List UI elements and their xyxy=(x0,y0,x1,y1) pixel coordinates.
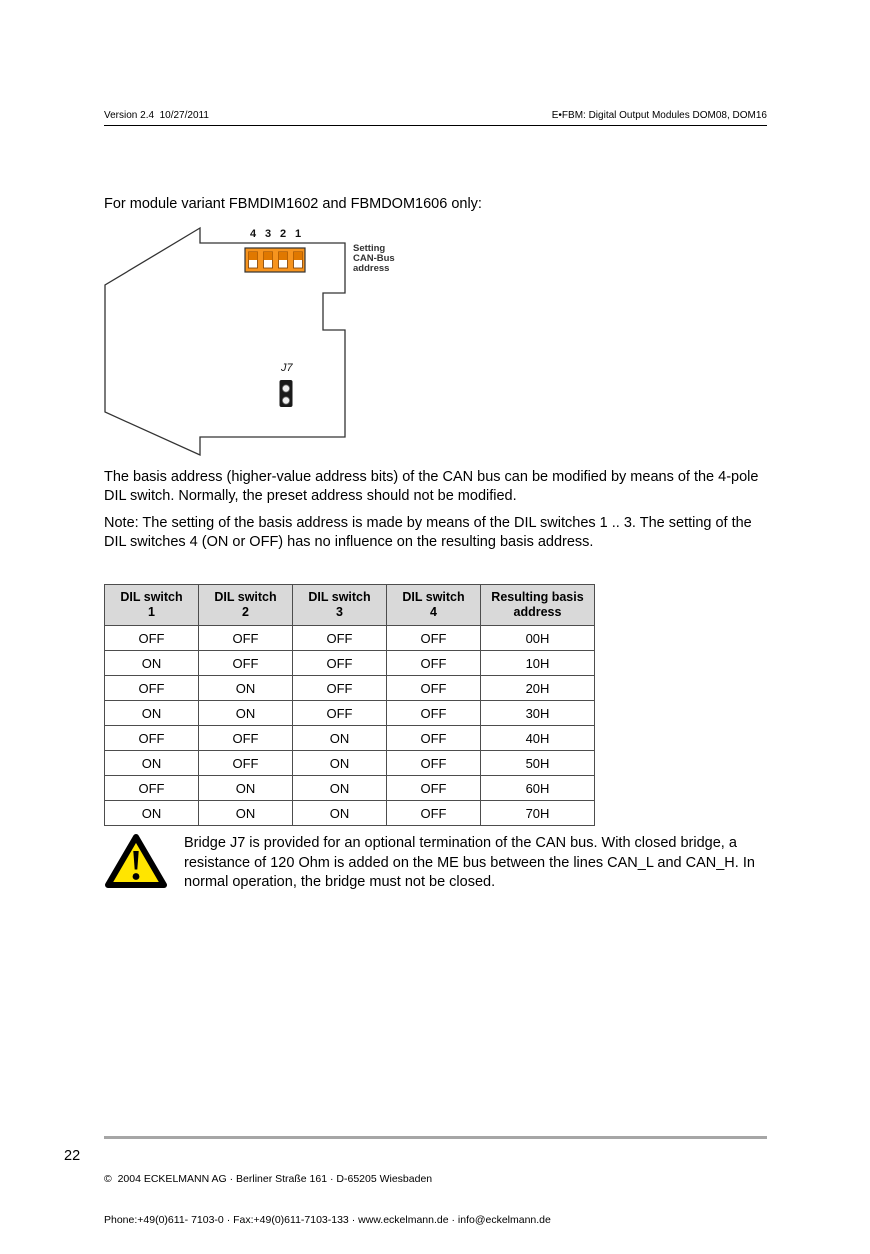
table-cell: 50H xyxy=(481,751,595,776)
table-cell: OFF xyxy=(105,626,199,651)
table-cell: 00H xyxy=(481,626,595,651)
header-version: Version 2.4 10/27/2011 xyxy=(104,110,209,121)
module-outline xyxy=(105,228,345,455)
table-cell: ON xyxy=(105,801,199,826)
warning-text: Bridge J7 is provided for an optional termination of the CAN bus. With closed bridge, a resistance of 120 Ohm is added on the ME bus between the lines CAN_L and CAN_H. In normal operation, the bridge must not be closed. xyxy=(184,835,755,890)
dip-number-3: 3 xyxy=(264,228,272,240)
dil-switch-table xyxy=(104,584,595,826)
paragraph-basis-address: The basis address (higher-value address bits) of the CAN bus can be modified by means of the 4-pole DIL switch. Normally, the preset address should not be modified. xyxy=(104,469,759,504)
table-cell: OFF xyxy=(199,651,293,676)
footer xyxy=(104,1146,551,1254)
table-cell: ON xyxy=(199,676,293,701)
dip-number-1: 1 xyxy=(294,228,302,240)
table-cell: 40H xyxy=(481,726,595,751)
dip-caption-line-3: address xyxy=(353,263,390,274)
table-cell: ON xyxy=(199,776,293,801)
table-header-cell: Resulting basis address xyxy=(481,585,595,626)
dip-number-2: 2 xyxy=(279,228,287,240)
table-row xyxy=(105,726,595,751)
table-cell: OFF xyxy=(387,651,481,676)
table-cell: 70H xyxy=(481,801,595,826)
table-cell: OFF xyxy=(387,751,481,776)
table-header-cell: DIL switch 2 xyxy=(199,585,293,626)
intro-text: For module variant FBMDIM1602 and FBMDOM1606 only: xyxy=(104,196,482,212)
table-cell: OFF xyxy=(199,626,293,651)
table-header-cell: DIL switch 1 xyxy=(105,585,199,626)
table-cell: OFF xyxy=(387,801,481,826)
jumper-j7 xyxy=(280,380,293,407)
table-cell: ON xyxy=(293,776,387,801)
table-cell: 20H xyxy=(481,676,595,701)
table-cell: ON xyxy=(199,801,293,826)
warning-note xyxy=(104,832,776,893)
table-row xyxy=(105,651,595,676)
exclamation-dot xyxy=(133,873,140,880)
table-row xyxy=(105,801,595,826)
table-cell: OFF xyxy=(199,751,293,776)
module-diagram xyxy=(104,224,404,459)
footer-address: © 2004 ECKELMANN AG · Berliner Straße 161 · D-65205 Wiesbaden xyxy=(104,1173,433,1185)
table-header-row xyxy=(105,585,595,626)
table-cell: OFF xyxy=(105,726,199,751)
table-cell: OFF xyxy=(387,701,481,726)
table-cell: ON xyxy=(293,751,387,776)
table-row xyxy=(105,676,595,701)
jumper-pin-top xyxy=(282,385,289,392)
jumper-pin-bottom xyxy=(282,397,289,404)
footer-divider xyxy=(104,1136,767,1139)
table-cell: OFF xyxy=(293,626,387,651)
table-cell: ON xyxy=(293,726,387,751)
table-cell: 30H xyxy=(481,701,595,726)
table-header-cell: DIL switch 3 xyxy=(293,585,387,626)
dip-switch xyxy=(245,248,305,272)
table-cell: OFF xyxy=(105,676,199,701)
table-row xyxy=(105,626,595,651)
table-cell: OFF xyxy=(293,651,387,676)
table-cell: 60H xyxy=(481,776,595,801)
table-header-cell: DIL switch 4 xyxy=(387,585,481,626)
footer-contact: Phone:+49(0)611- 7103-0 · Fax:+49(0)611-7103-133 · www.eckelmann.de · info@eckelmann.de xyxy=(104,1213,551,1226)
table-row xyxy=(105,751,595,776)
table-cell: ON xyxy=(105,651,199,676)
table-row xyxy=(105,701,595,726)
table-cell: OFF xyxy=(293,676,387,701)
page-number: 22 xyxy=(64,1148,81,1164)
table-cell: OFF xyxy=(293,701,387,726)
table-cell: ON xyxy=(199,701,293,726)
dip-number-4: 4 xyxy=(249,228,257,240)
dip-caption-line-2: CAN-Bus xyxy=(353,253,395,264)
table-cell: OFF xyxy=(199,726,293,751)
table-row xyxy=(105,776,595,801)
table-cell: ON xyxy=(105,751,199,776)
paragraph-note: Note: The setting of the basis address is made by means of the DIL switches 1 .. 3. The setting of the DIL switches 4 (ON or OFF) has no influence on the resulting basis address. xyxy=(104,515,752,550)
table-cell: OFF xyxy=(387,626,481,651)
table-cell: ON xyxy=(105,701,199,726)
warning-icon xyxy=(104,832,168,890)
header-doc-title: E•FBM: Digital Output Modules DOM08, DOM16 xyxy=(551,110,767,121)
dil-table-body xyxy=(105,626,595,826)
table-cell: OFF xyxy=(387,676,481,701)
jumper-label: J7 xyxy=(281,362,293,374)
table-cell: ON xyxy=(293,801,387,826)
table-cell: 10H xyxy=(481,651,595,676)
page-header xyxy=(104,110,767,126)
table-cell: OFF xyxy=(387,776,481,801)
dip-caption-line-1: Setting xyxy=(353,243,386,254)
table-cell: OFF xyxy=(105,776,199,801)
table-cell: OFF xyxy=(387,726,481,751)
